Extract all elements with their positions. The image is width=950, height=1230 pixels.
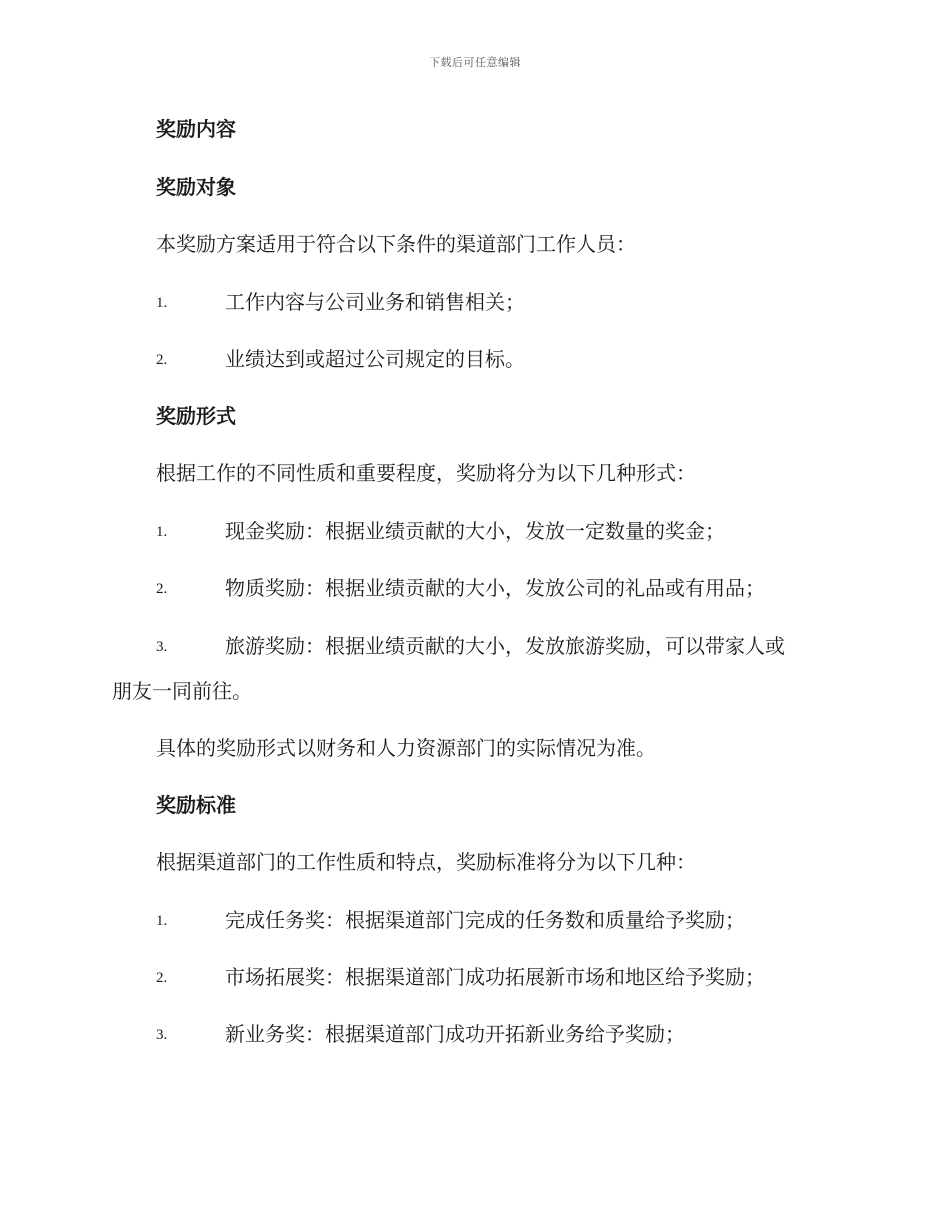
list-text: 新业务奖：根据渠道部门成功开拓新业务给予奖励； <box>225 1022 685 1046</box>
list-text: 现金奖励：根据业绩贡献的大小，发放一定数量的奖金； <box>225 519 725 543</box>
target-intro-paragraph: 本奖励方案适用于符合以下条件的渠道部门工作人员： <box>156 232 636 256</box>
list-text: 物质奖励：根据业绩贡献的大小，发放公司的礼品或有用品； <box>225 576 765 600</box>
heading-reward-content: 奖励内容 <box>156 117 236 141</box>
list-number: 2. <box>156 581 168 597</box>
list-text: 完成任务奖：根据渠道部门完成的任务数和质量给予奖励； <box>225 908 745 932</box>
list-number: 1. <box>156 524 168 540</box>
header-note: 下载后可任意编辑 <box>429 56 521 69</box>
list-number: 3. <box>156 639 168 655</box>
list-number: 1. <box>156 913 168 929</box>
list-text: 市场拓展奖：根据渠道部门成功拓展新市场和地区给予奖励； <box>225 965 765 989</box>
list-number: 1. <box>156 295 168 311</box>
form-note-paragraph: 具体的奖励形式以财务和人力资源部门的实际情况为准。 <box>156 736 656 760</box>
list-text: 旅游奖励：根据业绩贡献的大小，发放旅游奖励，可以带家人或 <box>225 634 785 658</box>
list-number: 3. <box>156 1027 168 1043</box>
list-number: 2. <box>156 352 168 368</box>
heading-reward-target: 奖励对象 <box>156 175 236 199</box>
standard-intro-paragraph: 根据渠道部门的工作性质和特点，奖励标准将分为以下几种： <box>156 850 696 874</box>
heading-reward-form: 奖励形式 <box>156 404 236 428</box>
list-number: 2. <box>156 970 168 986</box>
list-item-continuation: 朋友一同前往。 <box>112 679 252 703</box>
heading-reward-standard: 奖励标准 <box>156 793 236 817</box>
list-text: 业绩达到或超过公司规定的目标。 <box>225 347 525 371</box>
form-intro-paragraph: 根据工作的不同性质和重要程度，奖励将分为以下几种形式： <box>156 461 696 485</box>
list-text: 工作内容与公司业务和销售相关； <box>225 290 525 314</box>
